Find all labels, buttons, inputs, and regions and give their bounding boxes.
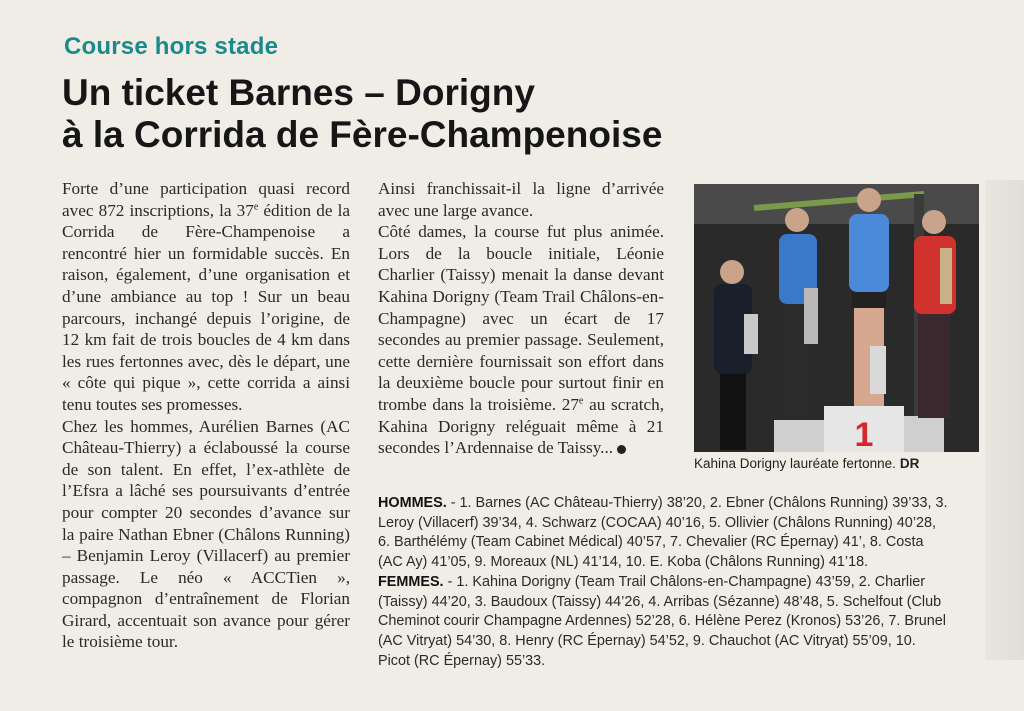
men-results: - 1. Barnes (AC Château-Thierry) 38’20, 2. Ebner (Châlons Running) 39’33, 3. Leroy (Villacerf) 39’34, 4. Schwarz (COCAA) 40’16, 5. Ollivier (Châlons Running) 40’28, 6. Barthélémy (Team Cabinet Médical) 40’57, 7. Chevalier (RC Épernay) 41’, 8. Costa (AC Ay) 41’05, 9. Moreaux (NL) 41’14, 10. E. Koba (Châlons Running) 41’18. — [378, 495, 948, 571]
results-men — [378, 494, 948, 573]
photo-credit: DR — [899, 456, 920, 471]
results-block — [378, 494, 948, 671]
headline-line-1: Un ticket Barnes – Dorigny — [62, 72, 535, 113]
paragraph-women-b: au scratch, Kahina Dorigny reléguait même à 21 secondes l’Ardennaise de Taissy... — [378, 394, 664, 458]
end-of-article-bullet — [617, 445, 626, 454]
men-label: HOMMES. — [378, 495, 447, 511]
women-results: - 1. Kahina Dorigny (Team Trail Châlons-en-Champagne) 43’59, 2. Charlier (Taissy) 44’20, 3. Baudoux (Taissy) 44’26, 4. Arribas (Sézanne) 48’48, 5. Schelfout (Club Cheminot courir Champagne Ardennes) 52’28, 6. Hélène Perez (Kronos) 53’26, 7. Brunel (AC Vitryat) 54’30, 8. Henry (RC Épernay) 54’52, 9. Chauchot (AC Vitryat) 55’09, 10. Picot (RC Épernay) 55’33. — [378, 573, 946, 669]
photo-caption — [694, 456, 979, 471]
article-column-2 — [378, 178, 664, 459]
paragraph-women-a: Côté dames, la course fut plus animée. Lors de la boucle initiale, Léonie Charlier (Taissy) menait la danse devant Kahina Dorigny (Team Trail Châlons-en-Champagne) avec un écart de 17 secondes au premier passage. Seulement, cette dernière fournissait son effort dans la deuxième boucle pour surtout finir en trombe dans la troisième. 27 — [378, 222, 664, 414]
paragraph-intro-b: édition de la Corrida de Fère-Champenoise a rencontré hier un formidable succès. En raison, également, d’une organisation et d’une ambiance au top ! Sur un beau parcours, inchangé depuis l’origine, de 12 km fait de trois boucles de 4 km dans les rues fertonnes avec, dès le départ, une « côte qui pique », cette corrida a ainsi tenu toutes ses promesses. — [62, 200, 350, 414]
podium-illustration — [694, 184, 979, 452]
section-kicker: Course hors stade — [64, 33, 279, 60]
caption-text: Kahina Dorigny lauréate fertonne. — [694, 456, 896, 471]
paragraph-men: Chez les hommes, Aurélien Barnes (AC Château-Thierry) a éclaboussé la course de son talent. En effet, l’ex-athlète de l’Efsra a lâché ses poursuivants d’entrée pour compter 20 secondes d’avance sur la paire Nathan Ebner (Châlons Running) – Benjamin Leroy (Villacerf) au premier passage. Le néo « ACCTien », compagnon d’entraînement de Florian Girard, accentuait son avance pour gérer le troisième tour. — [62, 416, 350, 652]
podium-photo — [694, 184, 979, 452]
paragraph-intro — [62, 178, 350, 416]
article-column-1 — [62, 178, 350, 653]
headline-line-2: à la Corrida de Fère-Champenoise — [62, 114, 663, 155]
women-label: FEMMES. — [378, 573, 444, 590]
paragraph-women — [378, 221, 664, 459]
paragraph-intro-a: Forte d’une participation quasi record avec 872 inscriptions, la 37 — [62, 179, 350, 220]
ordinal-sup: e — [578, 395, 584, 407]
results-women — [378, 573, 948, 672]
adjacent-page-edge — [985, 180, 1024, 660]
paragraph-finish: Ainsi franchissait-il la ligne d’arrivée avec une large avance. — [378, 179, 664, 220]
ordinal-sup: e — [253, 200, 259, 212]
headline — [62, 72, 782, 156]
podium-number: 1 — [854, 416, 874, 452]
